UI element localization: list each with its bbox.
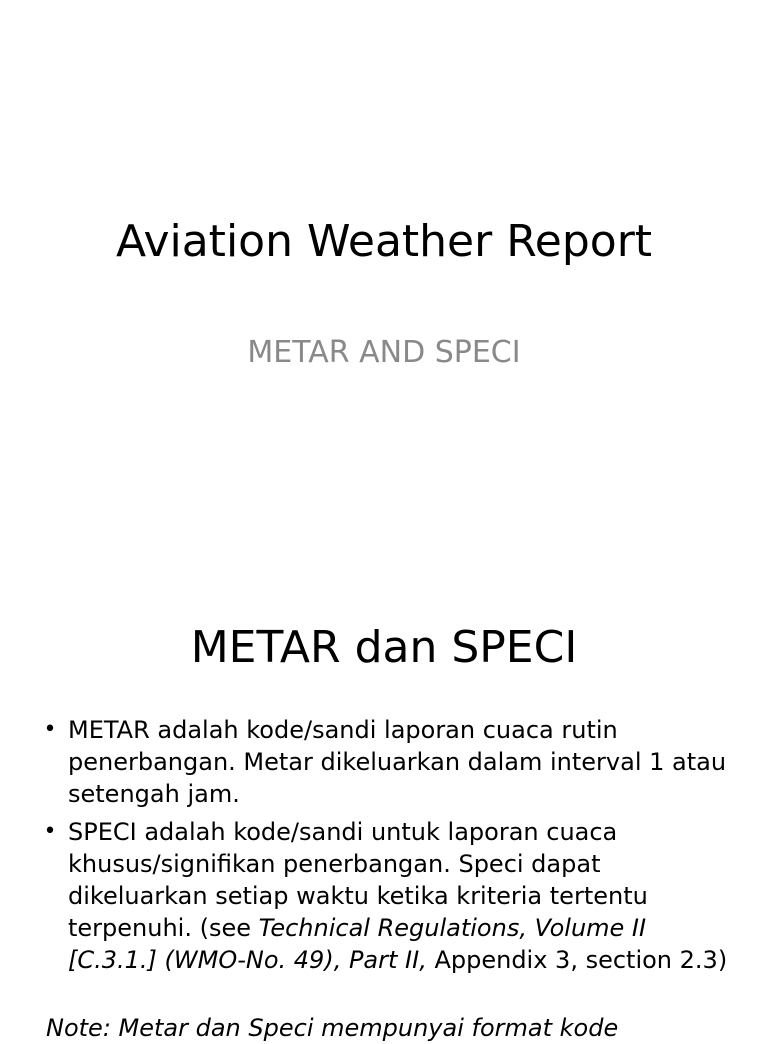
bullet-text-after: Appendix 3, section 2.3) — [426, 946, 728, 974]
bullet-icon: • — [43, 819, 57, 844]
bullet-list — [40, 714, 740, 982]
bullet-icon: • — [43, 717, 57, 742]
bullet-text-italic: Technical Regulations, Volume II [C.3.1.] (WMO-No. 49), Part II, — [68, 914, 647, 974]
bullet-text: METAR adalah kode/sandi laporan cuaca rutin penerbangan. Metar dikeluarkan dalam interval 1 atau setengah jam. — [68, 716, 727, 808]
slide-subtitle: METAR AND SPECI — [247, 335, 521, 370]
content-slide-title: METAR dan SPECI — [190, 622, 578, 673]
content-slide — [0, 576, 768, 1042]
slide-title: Aviation Weather Report — [115, 216, 653, 267]
bullet-text-before: SPECI adalah kode/sandi untuk laporan cuaca khusus/signifikan penerbangan. Speci dapat dikeluarkan setiap waktu ketika kriteria tertentu terpenuhi. (see — [68, 818, 648, 942]
note-text: Note: Metar dan Speci mempunyai format kode — [46, 1014, 619, 1042]
bullet-item — [40, 714, 740, 810]
bullet-item — [40, 816, 740, 976]
